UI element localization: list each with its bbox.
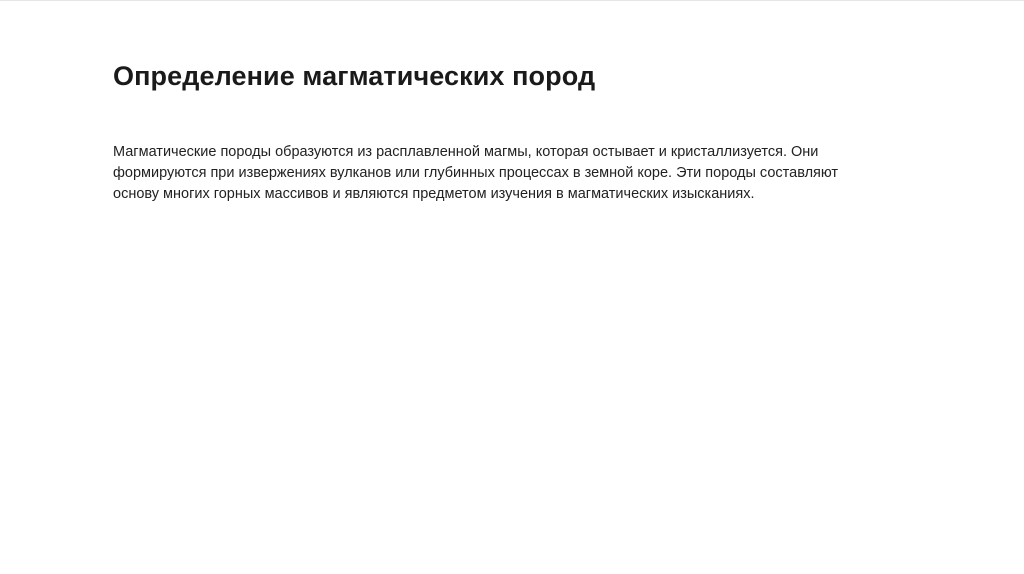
body-line: основу многих горных массивов и являются предметом изучения в магматических изысканиях.: [113, 186, 755, 202]
body-line: формируются при извержениях вулканов или глубинных процессах в земной коре. Эти породы составляют: [113, 165, 839, 181]
slide-body-text: [113, 142, 913, 205]
body-line: Магматические породы образуются из расплавленной магмы, которая остывает и кристаллизуется. Они: [113, 144, 819, 160]
slide-title: Определение магматических пород: [113, 61, 596, 91]
